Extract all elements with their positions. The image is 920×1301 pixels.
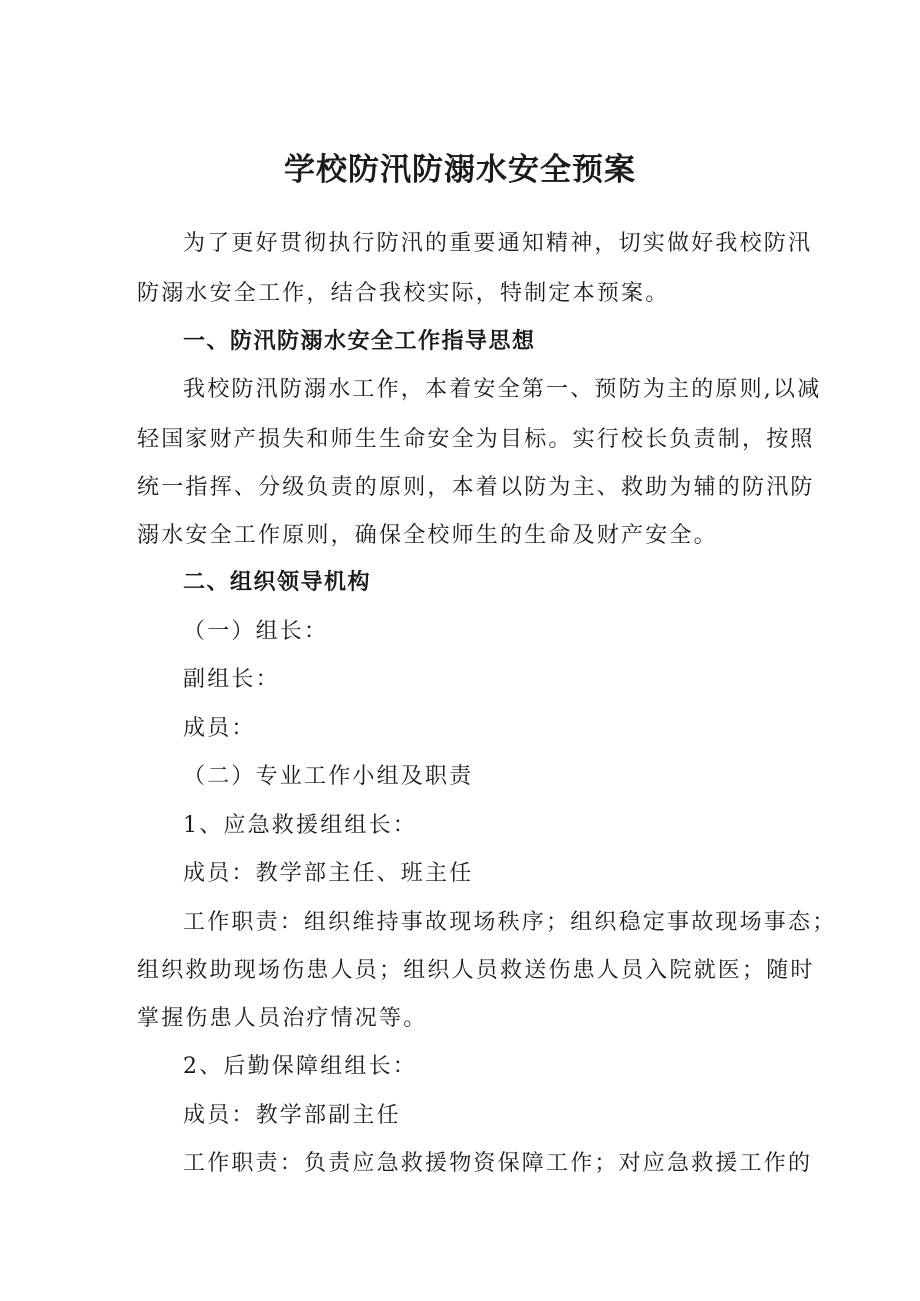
document-title: 学校防汛防溺水安全预案 — [284, 152, 636, 188]
paragraph-line: 为了更好贯彻执行防汛的重要通知精神，切实做好我校防汛 — [183, 231, 813, 256]
paragraph-line: 轻国家财产损失和师生生命安全为目标。实行校长负责制，按照 — [137, 427, 815, 452]
list-item: 成员：教学部主任、班主任 — [183, 861, 474, 886]
paragraph-line: 我校防汛防溺水工作，本着安全第一、预防为主的原则,以减 — [183, 377, 822, 402]
paragraph-line: 溺水安全工作原则，确保全校师生的生命及财产安全。 — [137, 523, 718, 548]
paragraph-line: 掌握伤患人员治疗情况等。 — [137, 1006, 428, 1031]
list-item: 成员：教学部副主任 — [183, 1103, 401, 1128]
list-item: 副组长： — [183, 667, 280, 692]
subsection-heading: （二）专业工作小组及职责 — [183, 764, 474, 789]
list-item: 成员： — [183, 716, 256, 741]
paragraph-line: 统一指挥、分级负责的原则，本着以防为主、救助为辅的防汛防 — [137, 475, 815, 500]
paragraph-line: 工作职责：组织维持事故现场秩序；组织稳定事故现场事态； — [183, 910, 837, 935]
list-item: 2、后勤保障组组长： — [183, 1054, 417, 1079]
paragraph-line: 工作职责：负责应急救援物资保障工作；对应急救援工作的 — [183, 1151, 813, 1176]
list-item: 1、应急救援组组长： — [183, 813, 417, 838]
list-item: （一）组长： — [183, 619, 329, 644]
paragraph-line: 防溺水安全工作，结合我校实际，特制定本预案。 — [137, 281, 670, 306]
section-heading: 二、组织领导机构 — [183, 570, 372, 595]
section-heading: 一、防汛防溺水安全工作指导思想 — [183, 329, 536, 354]
paragraph-line: 组织救助现场伤患人员；组织人员救送伤患人员入院就医；随时 — [137, 958, 815, 983]
